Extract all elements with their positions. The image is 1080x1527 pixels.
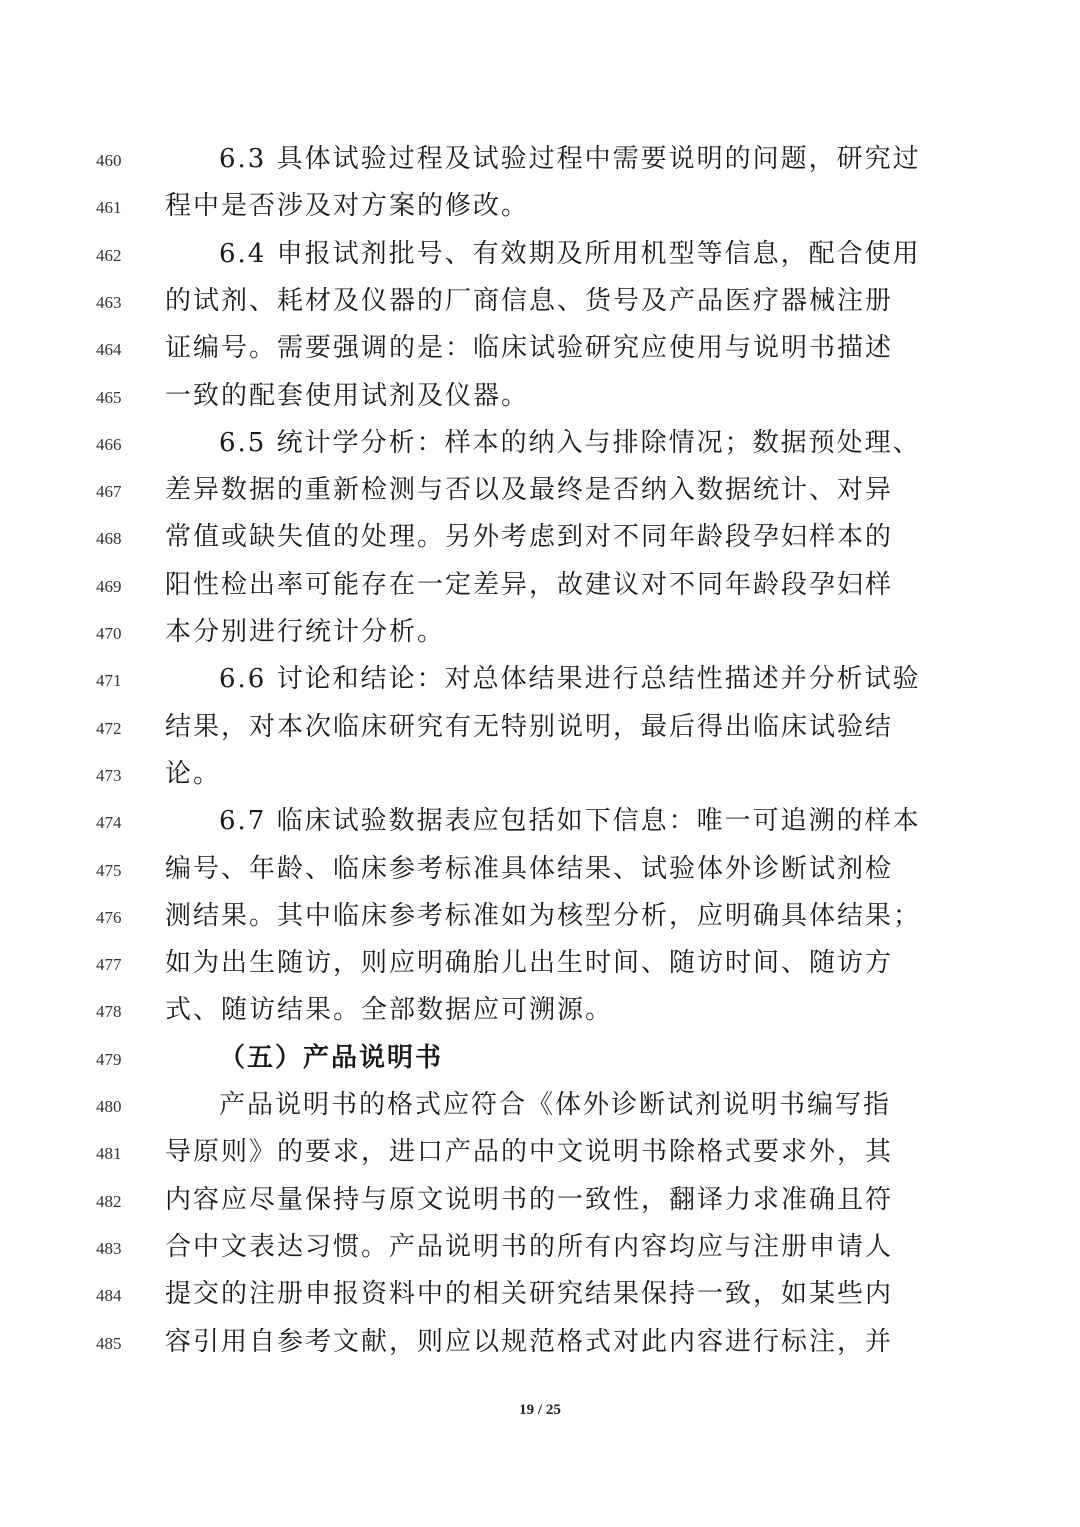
text-line (0, 989, 1080, 1037)
line-text: 合中文表达习惯。产品说明书的所有内容均应与注册申请人 (165, 1231, 894, 1262)
line-number: 474 (96, 813, 122, 833)
text-line (0, 1131, 1080, 1179)
line-number: 480 (96, 1097, 122, 1116)
text-line (0, 516, 1080, 564)
page-number: 19 / 25 (519, 1402, 561, 1418)
line-text: 6.5 统计学分析：样本的纳入与排除情况；数据预处理、 (219, 427, 921, 458)
line-text: 导原则》的要求，进口产品的中文说明书除格式要求外，其 (165, 1137, 894, 1168)
text-line (0, 327, 1080, 375)
line-text: 如为出生随访，则应明确胎儿出生时间、随访时间、随访方 (165, 948, 894, 979)
text-line (0, 800, 1080, 848)
text-line (0, 1321, 1080, 1369)
line-text: 的试剂、耗材及仪器的厂商信息、货号及产品医疗器械注册 (165, 285, 894, 316)
line-number: 463 (96, 292, 122, 312)
text-line (0, 233, 1080, 281)
text-line (0, 185, 1080, 233)
text-line (0, 1273, 1080, 1321)
line-text: 式、随访结果。全部数据应可溯源。 (165, 995, 614, 1026)
line-text: 提交的注册申报资料中的相关研究结果保持一致，如某些内 (165, 1279, 894, 1310)
line-text: 6.6 讨论和结论：对总体结果进行总结性描述并分析试验 (219, 664, 921, 695)
line-number: 483 (96, 1238, 122, 1258)
text-line (0, 895, 1080, 943)
line-number: 465 (96, 387, 122, 407)
line-text: 结果，对本次临床研究有无特别说明，最后得出临床试验结 (165, 711, 894, 742)
line-text: 容引用自参考文献，则应以规范格式对此内容进行标注，并 (165, 1326, 894, 1357)
text-line (0, 375, 1080, 423)
line-text: 常值或缺失值的处理。另外考虑到对不同年龄段孕妇样本的 (165, 522, 894, 553)
line-number: 462 (96, 245, 122, 265)
text-line (0, 753, 1080, 801)
line-number: 481 (96, 1144, 122, 1164)
text-line (0, 942, 1080, 990)
line-text: 内容应尽量保持与原文说明书的一致性，翻译力求准确且符 (165, 1184, 894, 1215)
line-number: 461 (96, 198, 122, 218)
text-line (0, 611, 1080, 659)
line-number: 472 (96, 718, 122, 738)
section-heading: （五）产品说明书 (219, 1042, 444, 1073)
line-number: 477 (96, 955, 122, 975)
text-line (0, 1179, 1080, 1227)
line-number: 469 (96, 576, 122, 596)
line-number: 470 (96, 624, 122, 643)
line-number: 460 (96, 151, 122, 170)
line-text: 程中是否涉及对方案的修改。 (165, 191, 530, 222)
line-text: 本分别进行统计分析。 (165, 617, 446, 647)
line-number: 476 (96, 907, 122, 927)
line-number: 468 (96, 529, 122, 549)
line-text: 一致的配套使用试剂及仪器。 (165, 380, 530, 411)
text-line (0, 564, 1080, 612)
text-line (0, 138, 1080, 186)
line-number: 484 (96, 1286, 122, 1306)
line-number: 466 (96, 434, 122, 454)
text-line (0, 848, 1080, 896)
line-number: 482 (96, 1191, 122, 1211)
line-number: 473 (96, 765, 122, 785)
text-line (0, 1037, 1080, 1085)
line-text: 6.3 具体试验过程及试验过程中需要说明的问题，研究过 (219, 144, 921, 174)
line-text: 产品说明书的格式应符合《体外诊断试剂说明书编写指 (219, 1090, 892, 1120)
line-text: 6.4 申报试剂批号、有效期及所用机型等信息，配合使用 (219, 238, 921, 269)
line-text: 测结果。其中临床参考标准如为核型分析，应明确具体结果； (165, 900, 922, 931)
line-text: 差异数据的重新检测与否以及最终是否纳入数据统计、对异 (165, 475, 894, 506)
text-line (0, 658, 1080, 706)
text-line (0, 469, 1080, 517)
line-number: 485 (96, 1333, 122, 1353)
line-text: 阳性检出率可能存在一定差异，故建议对不同年龄段孕妇样 (165, 569, 894, 600)
line-text: 6.7 临床试验数据表应包括如下信息：唯一可追溯的样本 (219, 806, 921, 837)
text-line (0, 1084, 1080, 1132)
line-number: 471 (96, 671, 122, 691)
line-number: 479 (96, 1049, 122, 1069)
line-text: 论。 (165, 758, 222, 789)
text-line (0, 422, 1080, 470)
text-line (0, 280, 1080, 328)
line-number: 464 (96, 340, 122, 360)
line-number: 475 (96, 860, 122, 880)
line-number: 467 (96, 482, 122, 502)
text-line (0, 706, 1080, 754)
line-text: 编号、年龄、临床参考标准具体结果、试验体外诊断试剂检 (165, 853, 894, 884)
text-line (0, 1226, 1080, 1274)
line-text: 证编号。需要强调的是：临床试验研究应使用与说明书描述 (165, 333, 894, 364)
line-number: 478 (96, 1002, 122, 1022)
